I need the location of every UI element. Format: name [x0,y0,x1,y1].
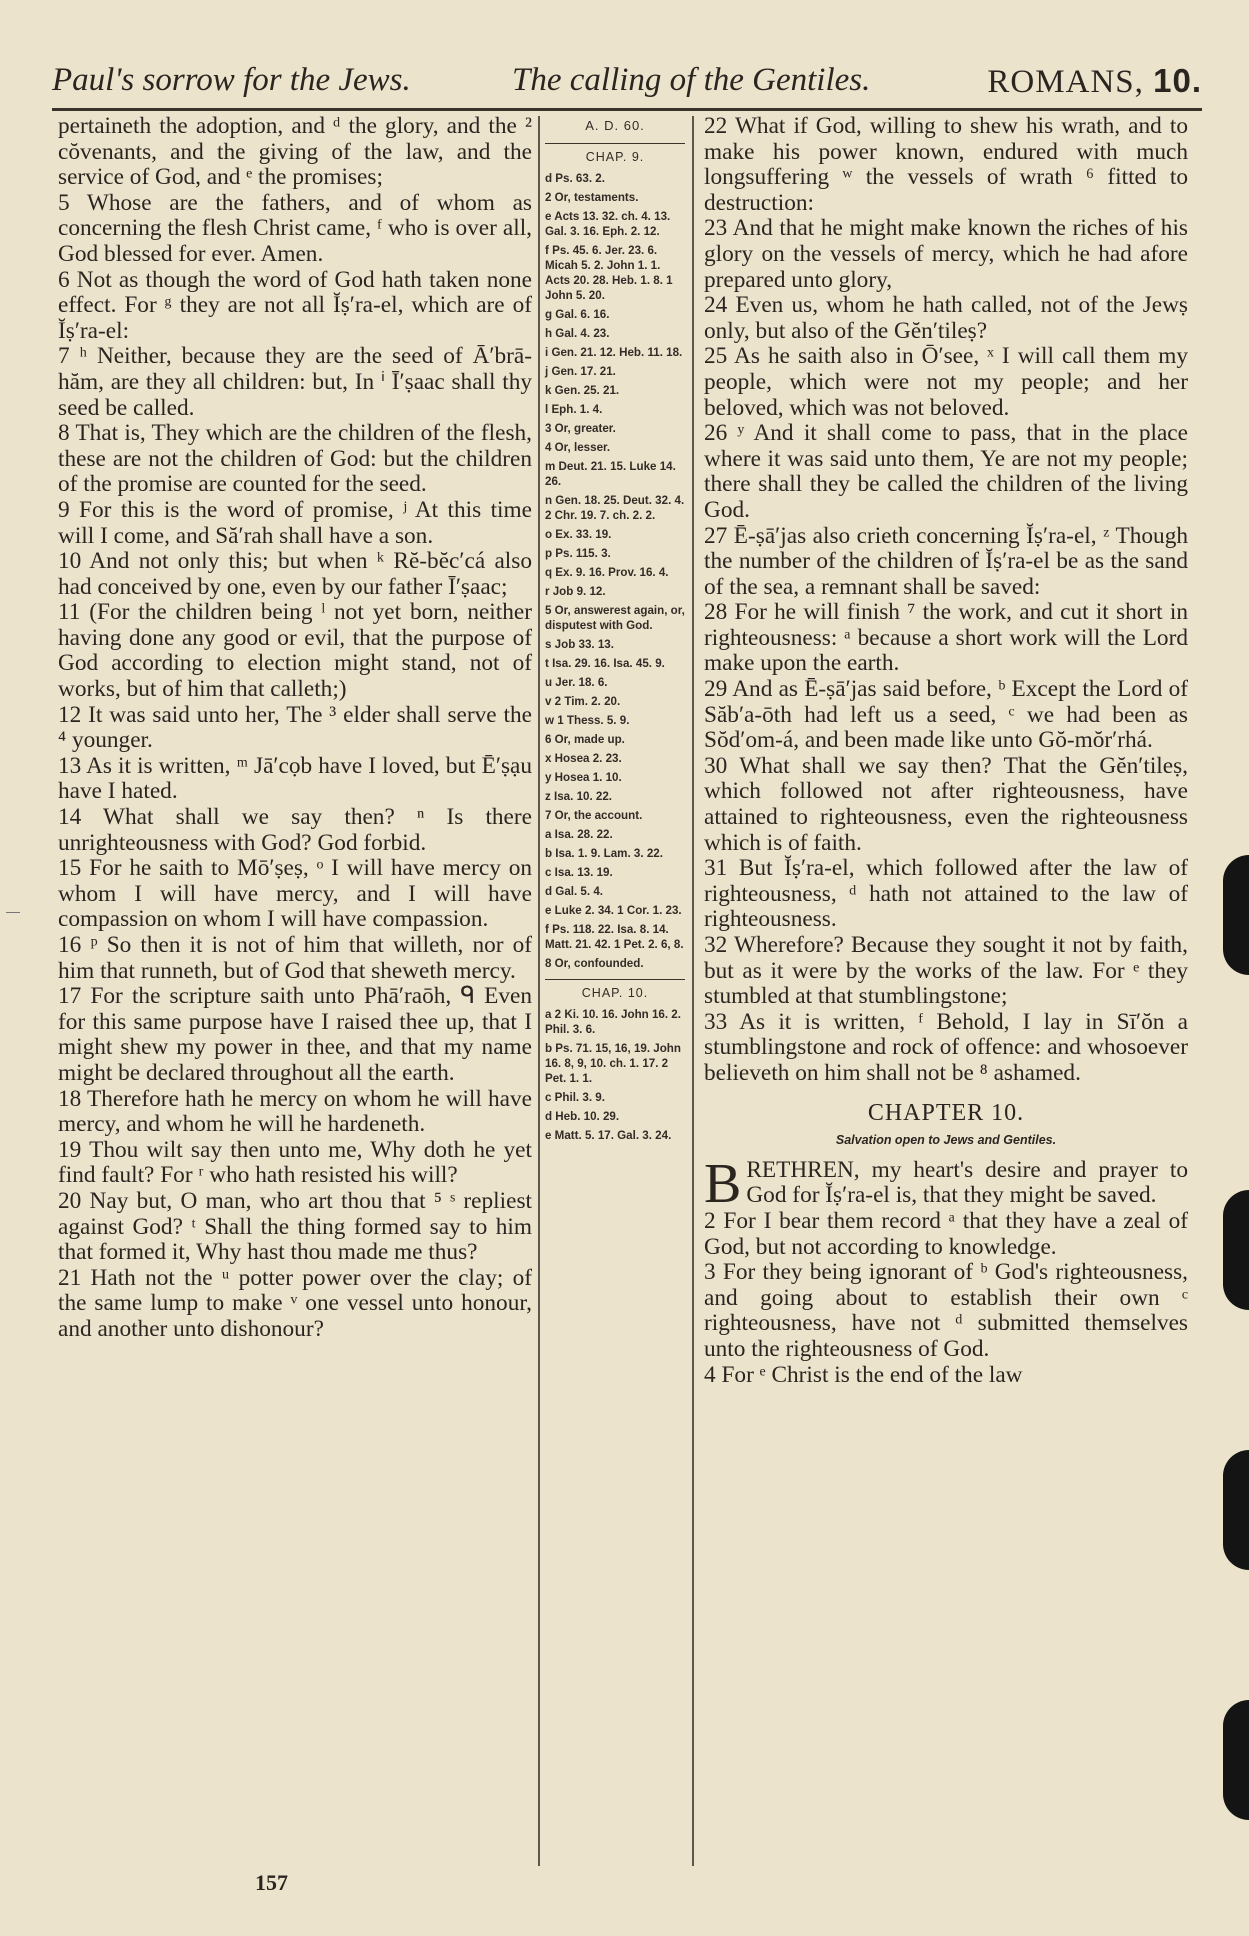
chapter-summary: Salvation open to Jews and Gentiles. [835,1133,1057,1148]
cross-reference: x Hosea 2. 23. [545,752,622,765]
cross-reference: y Hosea 1. 10. [545,771,622,784]
cross-reference: 4 Or, lesser. [545,441,611,454]
header-right [987,62,1202,101]
cross-reference: 3 Or, greater. [545,422,616,435]
cross-reference: s Job 33. 13. [545,638,614,651]
verse: 9 For this is the word of promise, ʲ At this time will I come, and Să′rah shall have a son. [58,496,532,549]
cross-reference: e Acts 13. 32. ch. 4. 13. Gal. 3. 16. Eph. 2. 12. [545,210,671,238]
verse: 28 For he will finish ⁷ the work, and cut it short in righteousness: ᵃ because a short work will the Lord make upon the earth. [704,599,1188,677]
cross-reference: g Gal. 6. 16. [545,308,610,321]
chapter-first-verse [704,1152,1188,1215]
cross-reference: c Isa. 13. 19. [545,866,613,879]
verse: 4 For ᵉ Christ is the end of the law [704,1361,1023,1388]
cross-reference: 5 Or, answerest again, or, disputest with God. [545,604,685,632]
cross-reference: j Gen. 17. 21. [545,365,616,378]
header-middle: The calling of the Gentiles. [512,62,871,98]
verse: 17 For the scripture saith unto Phā′raōh, ᑫ Even for this same purpose have I raised thee up, that I might shew my power in thee, and that my name might be declared throughout all the earth. [58,983,532,1086]
cross-reference: f Ps. 118. 22. Isa. 8. 14. Matt. 21. 42. 1 Pet. 2. 6, 8. [545,923,684,951]
chap10-ref-heading: CHAP. 10. [545,979,685,1001]
cross-reference: u Jer. 18. 6. [545,676,608,689]
thumb-index-tab[interactable] [1223,1700,1249,1820]
cross-reference: w 1 Thess. 5. 9. [545,714,630,727]
header-rule [52,108,1202,111]
cross-reference: c Phil. 3. 9. [545,1091,605,1104]
verse: 11 (For the children being ˡ not yet born, neither having done any good or evil, that the purpose of God according to election might stand, not of works, but of him that calleth;) [58,599,532,703]
cross-reference: i Gen. 21. 12. Heb. 11. 18. [545,346,683,359]
cross-reference: a 2 Ki. 10. 16. John 16. 2. Phil. 3. 6. [545,1008,681,1036]
cross-reference: l Eph. 1. 4. [545,403,603,416]
date-note: A. D. 60. [585,118,645,133]
verse: 32 Wherefore? Because they sought it not by faith, but as it were by the works of the law. For ᵉ they stumbled at that stumblingstone; [704,932,1188,1010]
verse: 16 ᵖ So then it is not of him that willeth, nor of him that runneth, but of God that sheweth mercy. [58,932,532,984]
header-left: Paul's sorrow for the Jews. [52,62,411,98]
verse: 23 And that he might make known the riches of his glory on the vessels of mercy, which he had afore prepared unto glory, [704,215,1188,293]
cross-reference: d Gal. 5. 4. [545,885,603,898]
column-divider-right [692,116,694,1866]
verse: 19 Thou wilt say then unto me, Why doth he yet find fault? For ʳ who hath resisted his will? [58,1136,532,1189]
verse: 31 But Ĭṣ′ra-el, which followed after the law of righteousness, ᵈ hath not attained to the law of righteousness. [704,855,1188,933]
cross-reference: q Ex. 9. 16. Prov. 16. 4. [545,566,669,579]
cross-reference: d Heb. 10. 29. [545,1110,620,1123]
cross-reference: d Ps. 63. 2. [545,172,605,185]
verse: 5 Whose are the fathers, and of whom as concerning the flesh Christ came, ᶠ who is over all, God blessed for ever. Amen. [58,189,532,267]
cross-reference: h Gal. 4. 23. [545,327,610,340]
verse: 8 That is, They which are the children of the flesh, these are not the children of God: but the children of the promise are counted for the seed. [58,420,532,498]
verse: 6 Not as though the word of God hath taken none effect. For ᵍ they are not all Ĭṣ′ra-el, which are of Ĭṣ′ra-el: [58,266,532,344]
cross-reference: v 2 Tim. 2. 20. [545,695,621,708]
header-chapter: 10. [1153,62,1202,99]
left-text-column [58,114,532,1343]
thumb-index-tab[interactable] [1223,1450,1249,1570]
verse-text: RETHREN, my heart's desire and prayer to God for Ĭṣ′ra-el is, that they might be saved. [746,1156,1188,1209]
verse: 21 Hath not the ᵘ potter power over the clay; of the same lump to make ᵛ one vessel unto honour, and another unto dishonour? [58,1264,532,1342]
chapter-heading: CHAPTER 10. [867,1099,1025,1126]
verse: 26 ʸ And it shall come to pass, that in the place where it was said unto them, Ye are not my people; there shall they be called the children of the living God. [704,420,1188,523]
column-divider-left [538,116,540,1866]
cross-reference: p Ps. 115. 3. [545,547,611,560]
cross-reference: f Ps. 45. 6. Jer. 23. 6. Micah 5. 2. John 1. 1. Acts 20. 28. Heb. 1. 8. 1 John 5. 20. [545,244,673,302]
verse: 30 What shall we say then? That the Gĕn′tileṣ, which followed not after righteousness, have attained to righteousness, even the righteousness which is of faith. [704,752,1188,856]
cross-reference: m Deut. 21. 15. Luke 14. 26. [545,460,676,488]
cross-reference: 6 Or, made up. [545,733,625,746]
cross-reference: n Gen. 18. 25. Deut. 32. 4. 2 Chr. 19. 7. ch. 2. 2. [545,494,685,522]
verse: 25 As he saith also in Ō′see, ˣ I will call them my people, which were not my people; and her beloved, which was not beloved. [704,343,1188,421]
verse: 7 ʰ Neither, because they are the seed of Ā′brā-hăm, are they all children: but, In ⁱ Ī′ṣaac shall thy seed be called. [58,343,532,421]
cross-reference: z Isa. 10. 22. [545,790,613,803]
page-speck [6,912,20,913]
verse: 10 And not only this; but when ᵏ Rĕ-bĕc′cá also had conceived by one, even by our father Ī′ṣaac; [58,548,532,600]
drop-cap: B [704,1152,742,1215]
thumb-index-tab[interactable] [1223,1190,1249,1310]
page-number: 157 [255,1870,288,1895]
verse: 24 Even us, whom he hath called, not of the Jewṣ only, but also of the Gĕn′tileṣ? [704,292,1188,344]
thumb-index-tab[interactable] [1223,855,1249,975]
cross-reference: t Isa. 29. 16. Isa. 45. 9. [545,657,665,670]
verse: 22 What if God, willing to shew his wrath, and to make his power known, endured with much longsuffering ʷ the vessels of wrath ⁶ fitted to destruction: [704,113,1188,216]
verse: 29 And as Ē-ṣā′jas said before, ᵇ Except the Lord of Săb′a-ōth had left us a seed, ᶜ we had been as Sŏd′om-á, and been made like unto Gŏ-mŏr′rhá. [704,676,1188,754]
cross-reference-column [545,118,685,1147]
running-header [52,62,1202,112]
verse: 15 For he saith to Mō′ṣeṣ, ᵒ I will have mercy on whom I will have mercy, and I will have compassion on whom I will have compassion. [58,855,532,933]
verse: 12 It was said unto her, The ³ elder shall serve the ⁴ younger. [58,701,532,754]
cross-reference: e Matt. 5. 17. Gal. 3. 24. [545,1129,672,1142]
cross-reference: b Isa. 1. 9. Lam. 3. 22. [545,847,663,860]
verse: 20 Nay but, O man, who art thou that ⁵ ˢ repliest against God? ᵗ Shall the thing formed say to him that formed it, Why hast thou made me thus? [58,1187,532,1266]
cross-reference: e Luke 2. 34. 1 Cor. 1. 23. [545,904,682,917]
verse: 3 For they being ignorant of ᵇ God's righteousness, and going about to establish their own ᶜ righteousness, have not ᵈ submitted themselves unto the righteousness of God. [704,1259,1188,1362]
cross-reference: 8 Or, confounded. [545,957,644,970]
verse: 18 Therefore hath he mercy on whom he will have mercy, and whom he will he hardeneth. [58,1085,532,1138]
cross-reference: a Isa. 28. 22. [545,828,613,841]
chap9-ref-heading: CHAP. 9. [545,143,685,165]
cross-reference: 2 Or, testaments. [545,191,639,204]
right-text-column [704,114,1188,1388]
verse: 13 As it is written, ᵐ Jā′cọb have I loved, but Ē′ṣạu have I hated. [58,752,532,805]
verse: 14 What shall we say then? ⁿ Is there unrighteousness with God? God forbid. [58,804,532,856]
cross-reference: o Ex. 33. 19. [545,528,612,541]
verse: 33 As it is written, ᶠ Behold, I lay in Sī′ŏn a stumblingstone and rock of offence: and whosoever believeth on him shall not be ⁸ ashamed. [704,1008,1188,1086]
verse: 27 Ē-ṣā′jas also crieth concerning Ĭṣ′ra-el, ᶻ Though the number of the children of Ĭṣ′ra-el be as the sand of the sea, a remnant shall be saved: [704,522,1188,600]
cross-reference: b Ps. 71. 15, 16, 19. John 16. 8, 9, 10. ch. 1. 17. 2 Pet. 1. 1. [545,1042,681,1085]
header-book: ROMANS, [987,64,1144,100]
verse: 2 For I bear them record ᵃ that they have a zeal of God, but not according to knowledge. [704,1207,1188,1260]
cross-reference: r Job 9. 12. [545,585,606,598]
cross-reference: k Gen. 25. 21. [545,384,620,397]
verse: pertaineth the adoption, and ᵈ the glory, and the ² cŏvenants, and the giving of the law, and the service of God, and ᵉ the promises; [58,113,532,191]
cross-reference: 7 Or, the account. [545,809,643,822]
